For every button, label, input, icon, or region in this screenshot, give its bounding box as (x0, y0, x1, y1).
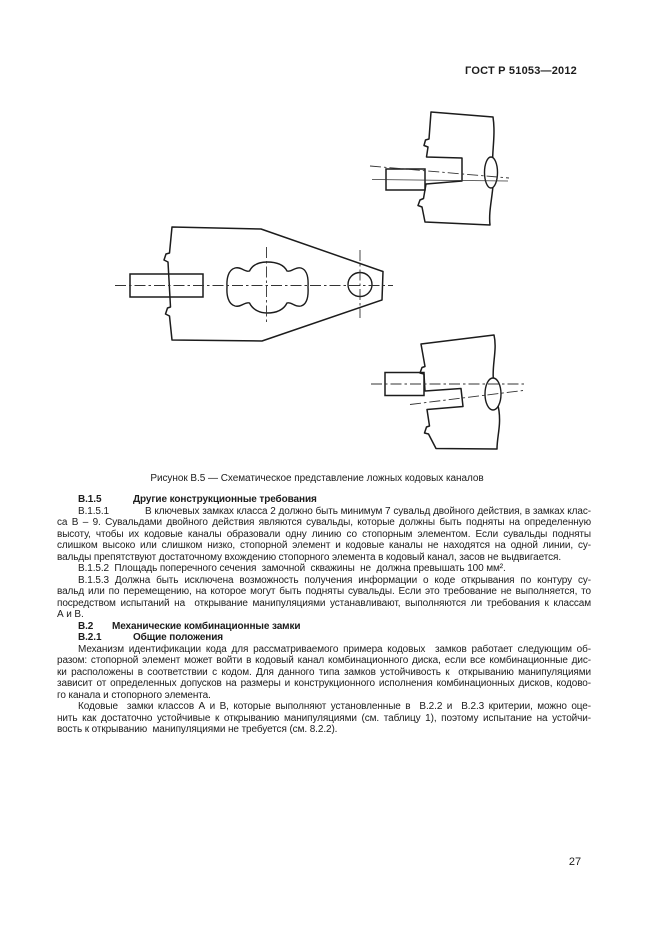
figure-caption: Рисунок В.5 — Схематическое представление ложных кодовых каналов (150, 473, 484, 484)
text-line (57, 598, 591, 610)
text-line (57, 609, 591, 621)
pivot-hole-top (485, 157, 498, 188)
text-line (57, 678, 591, 690)
line-text: Кодовые замки классов А и В, которые выполняют установленные в В.2.2 и В.2.3 критерии, можно оце- (78, 701, 591, 712)
line-text: разом: стопорной элемент может войти в кодовый канал комбинационного диска, если все комбинационные дис- (57, 655, 591, 666)
line-text: В.1.5.3 Должна быть исключена возможность получения информации о коде открывания по контуру су- (78, 574, 591, 586)
clause-title: Общие положения (133, 632, 224, 643)
clause-title: Другие конструкционные требования (133, 494, 317, 505)
clause-heading-b2 (57, 621, 591, 633)
line-text: В.1.5.2 Площадь поперечного сечения замочной скважины не должна превышать 100 мм². (78, 563, 506, 574)
line-text: вальд или по перемещению, на которое могут быть подняты сувальды. Если это требование не выполняется, то (57, 586, 591, 597)
line-text: вость к открыванию манипуляциями не требуется (см. 8.2.2). (57, 724, 338, 735)
text-line (57, 644, 591, 656)
text-line (57, 540, 591, 552)
text-line (57, 506, 591, 518)
text-line (57, 701, 591, 713)
line-text: А и В. (57, 609, 84, 620)
document-header: ГОСТ Р 51053—2012 (465, 65, 577, 77)
clause-number: В.2.1 (78, 632, 102, 643)
text-line (57, 529, 591, 541)
line-text: зависит от определенных допусков на размеры и конструкционного исполнения комбинационных дисков, кодово- (57, 678, 591, 689)
line-text: вальды препятствуют достаточному вхождению стопорного элемента в кодовый канал, засов не выдвигается. (57, 551, 562, 563)
line-text: са В – 9. Сувальдами двойного действия являются сувальды, которые должны быть подняты на определенную (57, 517, 591, 528)
text-line (57, 586, 591, 598)
text-line (57, 575, 591, 587)
figure-top-lock-plate (370, 112, 509, 225)
text-line (57, 713, 591, 725)
text-line (57, 552, 591, 564)
line-text: Механизм идентификации кода для рассматриваемого примера кодовых замков работает следующим об- (78, 643, 591, 655)
clause-heading-b21 (57, 632, 591, 644)
line-text: посредством испытаний на открывание манипуляциями устанавливают, выполняются ли требования к классам (57, 597, 591, 609)
line-text: нить как достаточно устойчивые к открыванию манипуляциями (см. таблицу 1), поэтому испытание на устойчи- (57, 712, 591, 724)
line-text: ки расположены в соответствии с кодом. Для данного типа замков устойчивость к открыванию манипуляциями (57, 666, 591, 678)
line-text: слишком высоко или слишком низко, стопорной элемент и кодовые каналы не находятся на одной линии, су- (57, 540, 591, 551)
body-text (57, 494, 591, 736)
text-line (57, 667, 591, 679)
text-line (57, 724, 591, 736)
clause-title: Механические комбинационные замки (112, 620, 301, 632)
line-text: В ключевых замках класса 2 должно быть минимум 7 сувальд двойного действия, в замках клас- (145, 505, 591, 517)
text-line (57, 517, 591, 529)
clause-number: В.1.5.1 (78, 505, 109, 517)
figure-bottom-lock-plate (371, 335, 526, 449)
clause-number: В.2 (78, 620, 94, 632)
clause-number: В.1.5 (78, 494, 102, 505)
figure-middle-lever (115, 227, 393, 341)
line-text: высоту, чтобы их кодовые каналы образовали одну линию со стопорным элементом. Если сувальды подняты (57, 528, 591, 540)
line-text: го канала и стопорного элемента. (57, 689, 211, 701)
text-line (57, 690, 591, 702)
page-number: 27 (568, 856, 582, 868)
clause-heading-b15 (57, 494, 591, 506)
text-line (57, 563, 591, 575)
text-line (57, 655, 591, 667)
